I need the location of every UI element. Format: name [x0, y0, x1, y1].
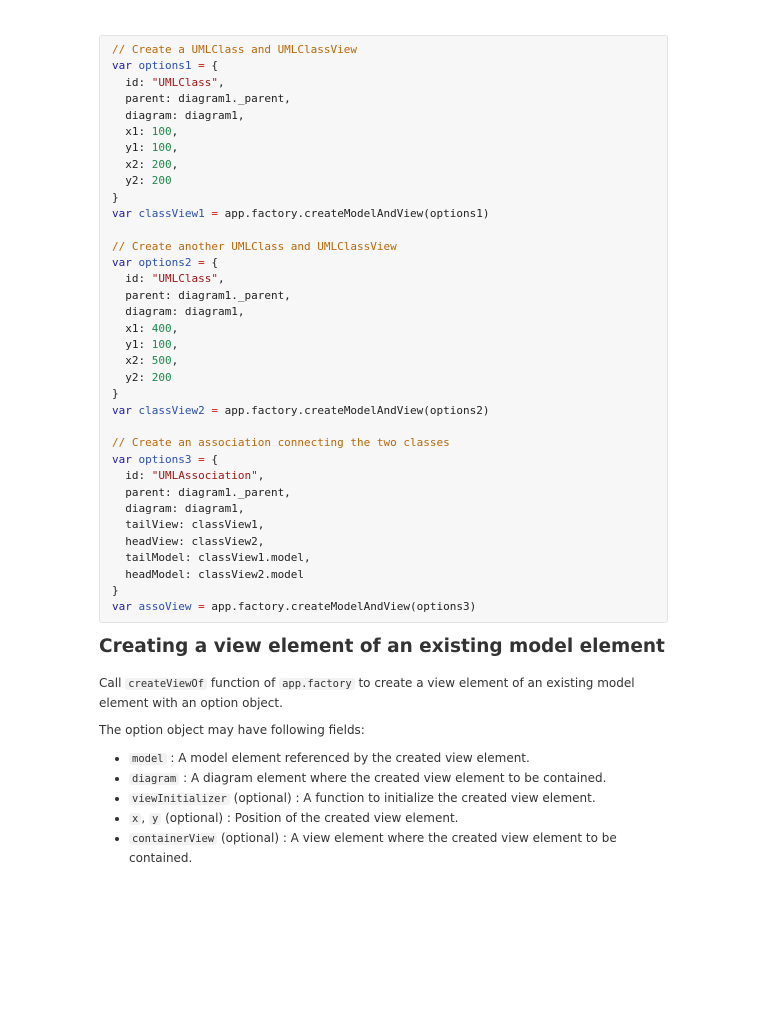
code-line [112, 58, 667, 74]
option-fields-list [99, 749, 669, 868]
code-token: } [112, 583, 119, 597]
code-token: // Create another UMLClass and UMLClassView [112, 239, 397, 253]
code-token [132, 404, 139, 417]
code-token: , [171, 124, 179, 138]
code-token: 200 [151, 174, 172, 188]
code-token: x1: [112, 321, 152, 335]
code-token: "UMLAssociation" [151, 469, 258, 483]
code-token: x1: [112, 124, 152, 138]
code-token: tailView: classView1, [112, 518, 265, 532]
code-token: var [112, 452, 132, 466]
code-token: , [171, 338, 179, 352]
code-token: diagram: diagram1, [112, 108, 245, 122]
code-line [112, 91, 667, 107]
field-desc: (optional) : Position of the created view element. [161, 811, 459, 825]
code-line [112, 42, 667, 58]
code-token: id: [112, 75, 152, 89]
code-token: 100 [151, 338, 172, 352]
code-token: = [198, 600, 205, 614]
code-line [112, 255, 667, 271]
code-token: id: [112, 272, 152, 286]
code-token: app.factory.createModelAndView(options2) [217, 403, 490, 417]
field-separator: , [141, 811, 149, 825]
code-line [112, 288, 667, 304]
code-token: y2: [112, 370, 152, 384]
code-listing [100, 36, 667, 616]
code-line [112, 468, 667, 484]
code-line [112, 501, 667, 517]
code-token: diagram: diagram1, [112, 305, 245, 319]
code-token: y1: [112, 338, 152, 352]
code-token: // Create a UMLClass and UMLClassView [112, 43, 358, 56]
code-token: assoView [138, 600, 192, 614]
code-token: , [217, 272, 225, 286]
code-line [112, 222, 667, 238]
code-line [112, 403, 667, 419]
code-line [112, 583, 667, 599]
code-token: , [217, 75, 225, 89]
code-token: var [112, 256, 132, 270]
code-token: = [198, 452, 205, 466]
list-item [129, 789, 669, 809]
code-token: = [211, 206, 218, 220]
code-token: parent: diagram1._parent, [112, 92, 291, 106]
code-token: headView: classView2, [112, 534, 265, 548]
code-line [112, 140, 667, 156]
code-token: { [204, 452, 218, 466]
code-token: y1: [112, 141, 152, 155]
code-token: x2: [112, 157, 152, 171]
field-code: viewInitializer [129, 793, 230, 805]
code-token: , [171, 157, 179, 171]
code-token: { [204, 59, 218, 73]
code-token: 200 [151, 157, 172, 171]
code-token: headModel: classView2.model [112, 567, 305, 581]
field-code: containerView [129, 833, 217, 845]
intro-text-3: to create a view element of an existing model element with an option object. [99, 676, 635, 710]
code-token: tailModel: classView1.model, [112, 551, 311, 565]
code-line [112, 517, 667, 533]
code-token: , [257, 469, 265, 483]
list-item [129, 809, 669, 829]
field-code: x [129, 813, 141, 825]
code-token: y2: [112, 174, 152, 188]
field-desc: : A model element referenced by the created view element. [166, 751, 530, 765]
field-desc: : A diagram element where the created view element to be contained. [179, 771, 607, 785]
code-token: options3 [138, 452, 192, 466]
code-line [112, 271, 667, 287]
code-line [112, 370, 667, 386]
code-token: 100 [151, 141, 172, 155]
list-item [129, 829, 669, 868]
code-line [112, 321, 667, 337]
section-heading: Creating a view element of an existing model element [99, 636, 665, 657]
code-token: var [112, 59, 132, 73]
code-token: id: [112, 469, 152, 483]
code-token: parent: diagram1._parent, [112, 485, 291, 499]
code-token: app.factory.createModelAndView(options1) [217, 206, 490, 220]
code-token: , [171, 321, 179, 335]
code-token: var [112, 600, 132, 614]
code-token: diagram: diagram1, [112, 501, 245, 515]
code-token: , [171, 141, 179, 155]
code-token: parent: diagram1._parent, [112, 288, 291, 302]
code-line [112, 550, 667, 566]
code-token: 200 [151, 370, 172, 384]
code-line [112, 567, 667, 583]
code-block [99, 35, 668, 623]
code-token: } [112, 190, 119, 204]
code-token: classView1 [138, 206, 205, 220]
code-token: // Create an association connecting the two classes [112, 436, 450, 450]
code-token: app.factory.createModelAndView(options3) [204, 600, 477, 614]
code-token [132, 453, 139, 466]
code-token: options2 [138, 256, 192, 270]
field-desc: (optional) : A view element where the created view element to be contained. [129, 831, 617, 865]
code-line [112, 386, 667, 402]
fields-intro-paragraph: The option object may have following fields: [99, 723, 365, 737]
code-line [112, 124, 667, 140]
code-token: "UMLClass" [151, 75, 218, 89]
code-token: } [112, 387, 119, 401]
code-line [112, 190, 667, 206]
code-line [112, 173, 667, 189]
intro-paragraph [99, 674, 639, 713]
code-line [112, 419, 667, 435]
code-line [112, 435, 667, 451]
code-line [112, 534, 667, 550]
code-line [112, 599, 667, 615]
code-line [112, 206, 667, 222]
code-line [112, 353, 667, 369]
field-code: model [129, 753, 167, 765]
inline-code-createViewOf: createViewOf [125, 678, 207, 690]
code-token: 100 [151, 124, 172, 138]
code-token: , [171, 354, 179, 368]
inline-code-app-factory: app.factory [279, 678, 355, 690]
code-token [132, 59, 139, 72]
code-line [112, 452, 667, 468]
field-code: diagram [129, 773, 179, 785]
code-token: var [112, 206, 132, 220]
code-line [112, 75, 667, 91]
code-token: var [112, 403, 132, 417]
code-token: 500 [151, 354, 172, 368]
code-token: = [198, 256, 205, 270]
list-item [129, 769, 669, 789]
code-token: = [211, 403, 218, 417]
code-token: 400 [151, 321, 172, 335]
code-line [112, 239, 667, 255]
field-desc: (optional) : A function to initialize the created view element. [229, 791, 596, 805]
code-token [132, 600, 139, 613]
code-token: classView2 [138, 403, 205, 417]
field-code: y [149, 813, 161, 825]
code-line [112, 304, 667, 320]
code-token: { [204, 256, 218, 270]
code-line [112, 337, 667, 353]
code-token: options1 [138, 59, 192, 73]
code-token: = [198, 59, 205, 73]
code-token: "UMLClass" [151, 272, 218, 286]
code-line [112, 108, 667, 124]
code-line [112, 157, 667, 173]
code-token [132, 207, 139, 220]
code-token [132, 256, 139, 269]
code-line [112, 485, 667, 501]
intro-text-2: function of [207, 676, 280, 690]
code-token: x2: [112, 354, 152, 368]
list-item [129, 749, 669, 769]
intro-text-1: Call [99, 676, 126, 690]
